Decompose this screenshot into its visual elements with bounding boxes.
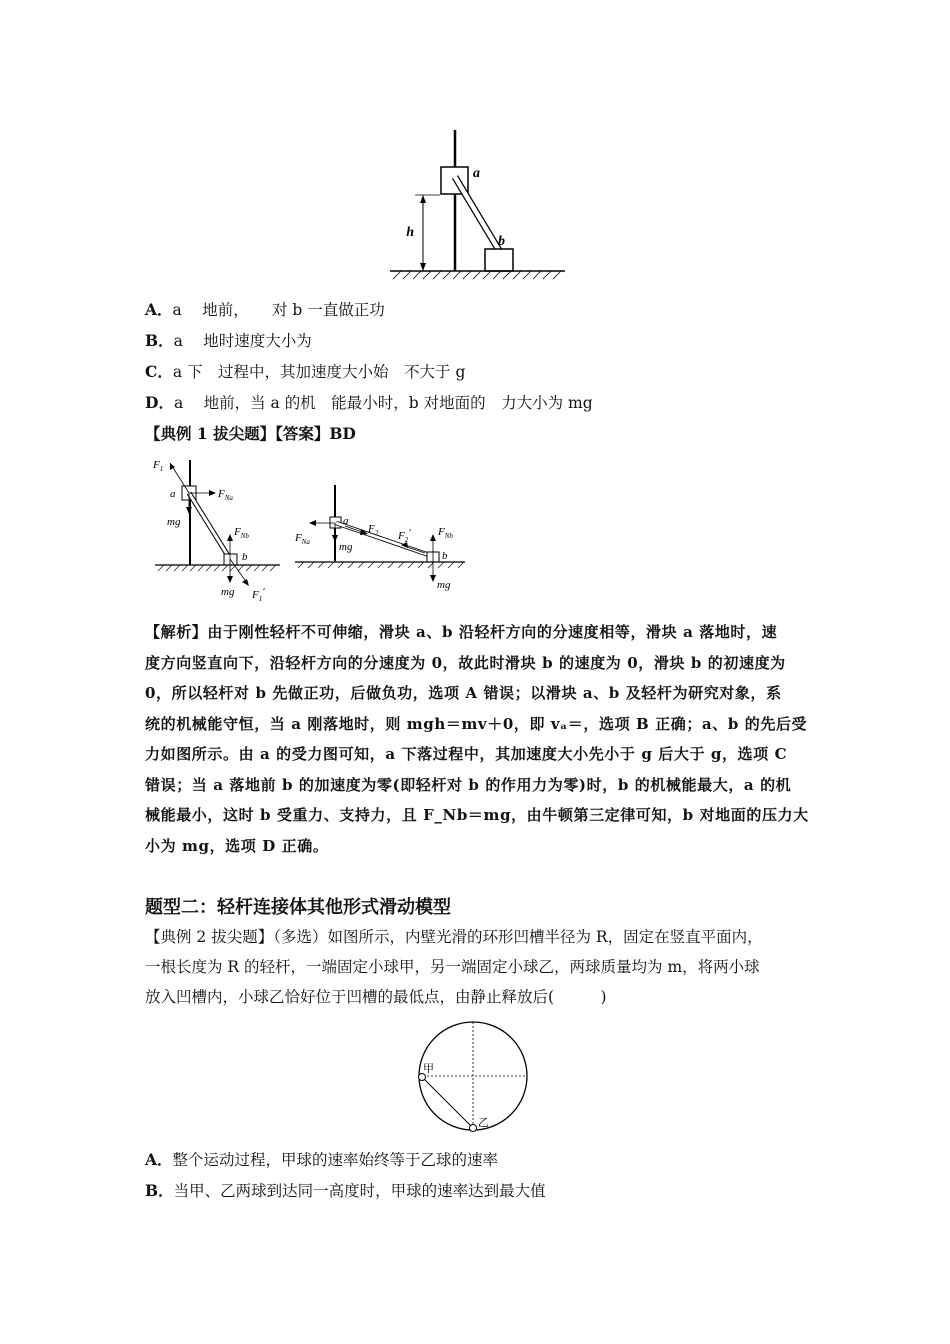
svg-text:FNb: $F_{Nb}$ (234, 526, 249, 540)
option-b: B．a 地时速度大小为 (145, 331, 312, 350)
explanation-line: 统的机械能守恒，当 a 刚落地时，则 mgh＝mv＋0，即 vₐ＝，选项 B 正确；a、b 的先后受 (145, 714, 808, 733)
explanation-line: 【解析】由于刚性轻杆不可伸缩，滑块 a、b 沿轻杆方向的分速度相等，滑块 a 落地时，速 (145, 623, 778, 641)
svg-text:F2′: $F_2'$ (398, 527, 411, 544)
svg-text:mg: mg (221, 586, 235, 598)
problem-line: 【典例 2 拔尖题】（多选）如图所示，内壁光滑的环形凹槽半径为 R，固定在竖直平面内， (145, 928, 763, 946)
figure-rod-wall-floor (385, 125, 570, 285)
explanation-line: 械能最小，这时 b 受重力、支持力，且 F_Nb＝mg，由牛顿第三定律可知，b 对地面的压力大 (145, 806, 809, 824)
option-2a: A．整个运动过程，甲球的速率始终等于乙球的速率 (145, 1150, 499, 1169)
svg-text:FNb: $F_{Nb}$ (438, 526, 453, 540)
label-h: h (406, 225, 414, 240)
force-diagram-left (150, 455, 285, 605)
label-b: b (498, 234, 505, 249)
label-yi: 乙 (478, 1117, 489, 1129)
label-a: a (473, 166, 480, 181)
svg-text:b: b (242, 551, 248, 563)
label-jia: 甲 (423, 1063, 434, 1075)
svg-text:F1: $F_1$ (153, 459, 164, 473)
svg-text:F1′: $F_1'$ (252, 586, 265, 603)
problem-2 (145, 922, 813, 1012)
svg-text:a: a (170, 488, 176, 500)
svg-text:a: a (343, 515, 349, 527)
section-heading: 题型二：轻杆连接体其他形式滑动模型 (145, 897, 451, 918)
figure-ring-groove (410, 1015, 535, 1140)
svg-text:FNa: $F_{Na}$ (295, 532, 310, 546)
svg-text:FNa: $F_{Na}$ (218, 488, 233, 502)
explanation-line: 错误；当 a 落地前 b 的加速度为零(即轻杆对 b 的作用力为零)时，b 的机械能最大，a 的机 (145, 775, 792, 794)
explanation-line: 力如图所示。由 a 的受力图可知，a 下落过程中，其加速度大小先小于 g 后大于 g，选项 C (145, 745, 788, 763)
problem-line: 放入凹槽内，小球乙恰好位于凹槽的最低点，由静止释放后( ) (145, 988, 607, 1006)
explanation-line: 小为 mg，选项 D 正确。 (145, 836, 329, 855)
answer-line: 【典例 1 拔尖题】【答案】BD (145, 424, 356, 443)
option-2b: B．当甲、乙两球到达同一高度时，甲球的速率达到最大值 (145, 1181, 546, 1200)
option-d: D．a 地前，当 a 的机 能最小时，b 对地面的 力大小为 mg (145, 393, 593, 412)
option-c: C．a 下 过程中，其加速度大小始 不大于 g (145, 362, 466, 381)
svg-text:b: b (442, 550, 448, 562)
svg-text:mg: mg (339, 541, 353, 553)
svg-text:mg: mg (437, 579, 451, 591)
svg-text:mg: mg (167, 516, 181, 528)
svg-text:F2: $F_2$ (368, 523, 379, 537)
explanation-line: 度方向竖直向下，沿轻杆方向的分速度为 0，故此时滑块 b 的速度为 0，滑块 b 的初速度为 (145, 653, 786, 672)
explanation (145, 617, 810, 861)
option-a: A．a 地前， 对 b 一直做正功 (145, 300, 385, 319)
problem-line: 一根长度为 R 的轻杆，一端固定小球甲，另一端固定小球乙，两球质量均为 m，将两小球 (145, 958, 760, 976)
force-diagram-right (290, 480, 470, 595)
explanation-line: 0，所以轻杆对 b 先做正功，后做负功，选项 A 错误；以滑块 a、b 及轻杆为研究对象，系 (145, 684, 782, 702)
